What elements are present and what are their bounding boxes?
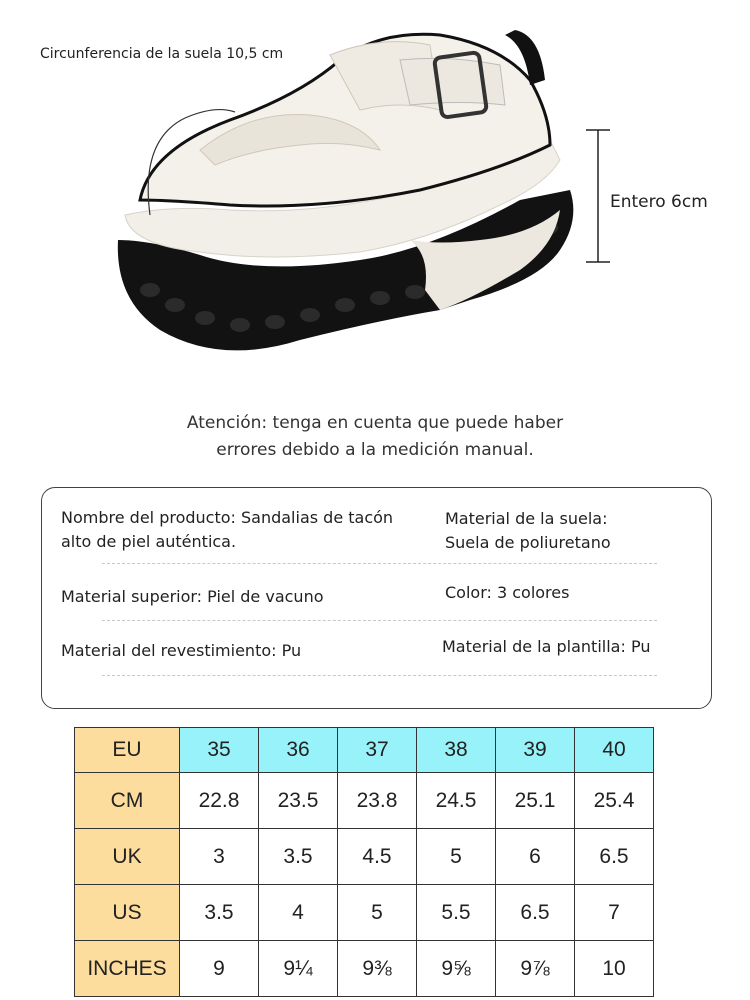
size-cell: 22.8 [180,773,259,829]
spec-divider [102,620,657,621]
spec-color: Color: 3 colores [445,583,570,602]
size-cell: 37 [338,728,417,773]
size-cell: 23.5 [259,773,338,829]
size-cell: 3.5 [259,829,338,885]
size-cell: 25.1 [496,773,575,829]
spec-product-name [61,506,393,554]
spec-sole-material-line-1: Material de la suela: [445,509,608,528]
total-height-label: Entero 6cm [610,192,708,212]
spec-divider [102,675,657,676]
size-cell: 9 [180,941,259,997]
size-cell: 6.5 [575,829,654,885]
spec-insole-material: Material de la plantilla: Pu [442,637,651,656]
spec-sole-material-line-2: Suela de poliuretano [445,533,611,552]
size-row-inches [75,941,654,997]
size-cell: 9⅞ [496,941,575,997]
size-cell: 9⅝ [417,941,496,997]
size-row-cm [75,773,654,829]
size-cell: 4 [259,885,338,941]
size-cell: 7 [575,885,654,941]
size-row-us [75,885,654,941]
spec-lining-material: Material del revestimiento: Pu [61,641,302,660]
notice-line-1: Atención: tenga en cuenta que puede haber [186,413,564,433]
size-cell: 38 [417,728,496,773]
size-cell: 9¼ [259,941,338,997]
size-cell: 40 [575,728,654,773]
size-row-label: CM [75,773,180,829]
size-cell: 36 [259,728,338,773]
spec-product-name-line-1: Nombre del producto: Sandalias de tacón [61,508,394,527]
size-chart-table [74,727,654,997]
size-cell: 35 [180,728,259,773]
size-cell: 4.5 [338,829,417,885]
measurement-notice [0,410,750,464]
spec-sole-material [445,507,611,555]
sole-circumference-label: Circunferencia de la suela 10,5 cm [40,46,284,62]
size-row-label: INCHES [75,941,180,997]
size-cell: 24.5 [417,773,496,829]
size-cell: 5 [338,885,417,941]
size-row-label: UK [75,829,180,885]
size-cell: 25.4 [575,773,654,829]
spec-product-name-line-2: alto de piel auténtica. [61,532,237,551]
size-cell: 3.5 [180,885,259,941]
size-cell: 23.8 [338,773,417,829]
size-cell: 39 [496,728,575,773]
size-cell: 6 [496,829,575,885]
size-row-eu [75,728,654,773]
size-cell: 10 [575,941,654,997]
size-cell: 3 [180,829,259,885]
size-cell: 9⅜ [338,941,417,997]
size-cell: 5.5 [417,885,496,941]
size-row-uk [75,829,654,885]
size-cell: 6.5 [496,885,575,941]
spec-upper-material: Material superior: Piel de vacuno [61,587,324,606]
notice-line-2: errores debido a la medición manual. [216,440,534,460]
spec-divider [102,563,657,564]
size-cell: 5 [417,829,496,885]
size-row-label: US [75,885,180,941]
size-row-label: EU [75,728,180,773]
